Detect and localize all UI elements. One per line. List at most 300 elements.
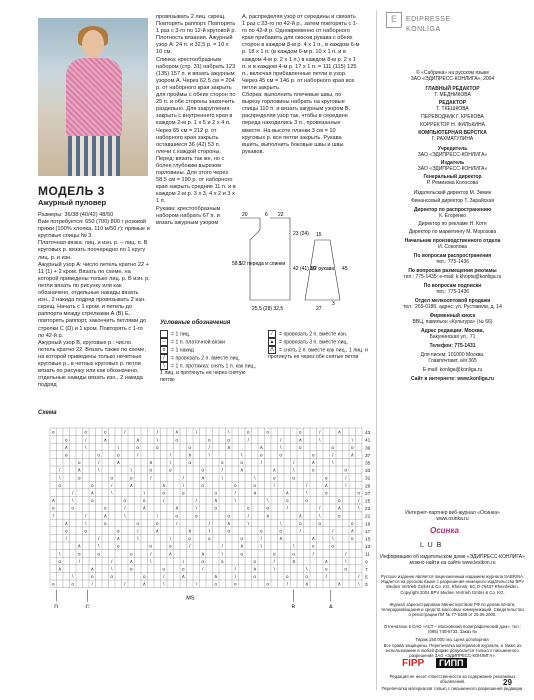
chart-stitch-symbol: ∧ <box>291 559 296 565</box>
chart-stitch-symbol: ∧ <box>77 544 82 550</box>
front-label: 1/2 переда и спинки <box>238 261 286 267</box>
chart-stitch-symbol: ∧ <box>324 483 329 489</box>
chart-stitch-symbol: \ <box>195 430 197 436</box>
chart-stitch-symbol: o <box>220 461 224 467</box>
chart-stitch-symbol: o <box>233 582 237 588</box>
chart-stitch-symbol: o <box>214 582 218 588</box>
chart-stitch-symbol: o <box>162 567 166 573</box>
chart-stitch-symbol: \ <box>59 552 61 558</box>
chart-stitch-symbol: o <box>77 476 81 482</box>
garter-symbol-icon: – <box>160 338 168 346</box>
founder-title: Учредитель <box>437 146 468 152</box>
editor-title: ГЛАВНЫЙ РЕДАКТОР <box>425 86 480 92</box>
chart-stitch-symbol: / <box>137 529 139 535</box>
address-title: Адрес редакции: Москва, <box>421 328 484 334</box>
chart-stitch-symbol: / <box>286 582 288 588</box>
chart-stitch-symbol: o <box>64 438 68 444</box>
k2tog-symbol-icon: / <box>160 354 168 362</box>
chart-stitch-symbol: / <box>319 506 321 512</box>
phone: Телефон: 775-1431 <box>429 343 476 349</box>
email: E-mail: konliga@konliga.ru <box>422 367 483 373</box>
chart-stitch-symbol: o <box>201 468 205 474</box>
k3tog-symbol-icon: ▲ <box>269 339 275 345</box>
publisher: ЗАО «ЭДИПРЕСС-КОНЛИГА» <box>417 166 488 172</box>
chart-row-number: 35 <box>365 461 371 467</box>
chart-stitch-symbol: \ <box>130 468 132 474</box>
pattern-schematic <box>230 210 370 315</box>
legend-title: Условные обозначения <box>160 320 231 326</box>
dim-6: 6 <box>265 212 268 218</box>
shop-info: ВВЦ, павильон «Культура» (№ 66) <box>412 319 493 325</box>
chart-stitch-symbol: o <box>220 559 224 565</box>
chart-stitch-symbol: / <box>176 521 178 527</box>
chart-stitch-symbol: o <box>175 514 179 520</box>
chart-stitch-symbol: / <box>221 544 223 550</box>
chart-stitch-symbol: o <box>77 552 81 558</box>
dim-45: 45 <box>342 266 348 272</box>
dim-15: 15 <box>316 232 322 238</box>
printing: Отпечатано в ОАО «АСТ – Московский полиграфический дом», тел.: (095) 748-6733. Заказ № <box>383 624 522 635</box>
gipp-logo: ГИПП <box>436 658 467 668</box>
chart-stitch-symbol: / <box>293 461 295 467</box>
chart-stitch-symbol: / <box>124 430 126 436</box>
chart-row-number: 17 <box>365 529 371 535</box>
knitting-chart-svg <box>38 418 373 608</box>
dim-27: 27 <box>316 306 322 312</box>
chart-stitch-symbol: / <box>124 506 126 512</box>
chart-stitch-symbol: o <box>298 521 302 527</box>
chart-stitch-symbol: o <box>266 582 270 588</box>
chart-stitch-symbol: ∧ <box>226 521 231 527</box>
wholesale-title: Отдел мелкооптовой продажи <box>414 298 491 304</box>
distq-phone: тел.: 775-1436 <box>435 259 470 265</box>
chart-stitch-symbol: ∧ <box>226 445 231 451</box>
p2tog-symbol-icon: ⁄ <box>268 330 276 338</box>
chart-stitch-symbol: / <box>124 582 126 588</box>
chart-stitch-symbol: o <box>305 575 309 581</box>
chart-stitch-symbol: / <box>319 430 321 436</box>
chart-stitch-symbol: ∧ <box>103 514 108 520</box>
chart-stitch-symbol: \ <box>156 514 158 520</box>
chart-stitch-symbol: ∧ <box>174 506 179 512</box>
legend-item: \ = 1 п. протяжка: снять 1 п. как лиц., 1 лиц. и протянуть ее через снятую петлю <box>160 363 257 383</box>
chart-stitch-symbol: o <box>350 521 354 527</box>
lub-logo: L U B <box>420 542 443 549</box>
chart-stitch-symbol: o <box>103 506 107 512</box>
website: Сайт в интернете: www.konliga.ru <box>411 376 494 382</box>
chart-stitch-symbol: / <box>299 529 301 535</box>
post-address: Для писем: 101000 Москва, Главпочтамт, а/я 365 <box>420 352 485 365</box>
chart-stitch-symbol: \ <box>85 521 87 527</box>
chart-stitch-symbol: \ <box>143 491 145 497</box>
chart-stitch-symbol: \ <box>98 544 100 550</box>
chart-stitch-symbol: \ <box>150 559 152 565</box>
chart-stitch-symbol: o <box>90 499 94 505</box>
chart-stitch-symbol: o <box>58 483 62 489</box>
chart-stitch-symbol: o <box>259 529 263 535</box>
schematic-svg <box>230 210 370 315</box>
chart-stitch-symbol: o <box>233 483 237 489</box>
legend-item: / = провязать 2 п. вместе лиц. <box>160 354 260 362</box>
chart-stitch-symbol: ∧ <box>103 438 108 444</box>
chart-stitch-symbol: / <box>345 476 347 482</box>
chart-stitch-symbol: o <box>51 430 55 436</box>
chart-stitch-symbol: o <box>292 476 296 482</box>
ssk-symbol-icon: \ <box>160 362 168 370</box>
subq-title: По вопросам подписки <box>423 283 482 289</box>
chart-stitch-symbol: / <box>169 453 171 459</box>
chart-stitch-symbol: o <box>71 506 75 512</box>
chart-stitch-symbol: / <box>195 499 197 505</box>
chart-stitch-symbol: o <box>259 453 263 459</box>
chart-stitch-symbol: \ <box>208 529 210 535</box>
sidebar-divider <box>376 10 377 690</box>
chart-stitch-symbol: \ <box>260 544 262 550</box>
chart-stitch-symbol: / <box>150 552 152 558</box>
dim-23: 23 (24) <box>293 231 309 237</box>
fin-director: Финансовый директор Т. Зарайская <box>410 198 495 204</box>
chart-stitch-symbol: / <box>78 559 80 565</box>
chart-stitch-symbol: \ <box>85 445 87 451</box>
page-number: 29 <box>503 678 512 687</box>
chart-stitch-symbol: o <box>168 468 172 474</box>
chart-stitch-symbol: / <box>325 575 327 581</box>
chart-row-number: 37 <box>365 453 371 459</box>
chart-stitch-symbol: \ <box>293 544 295 550</box>
chart-stitch-symbol: o <box>64 529 68 535</box>
osinka-logo: Осинка <box>430 526 459 535</box>
chart-stitch-symbol: o <box>142 499 146 505</box>
chart-stitch-symbol: \ <box>306 491 308 497</box>
chart-stitch-symbol: \ <box>111 491 113 497</box>
chart-stitch-symbol: / <box>280 438 282 444</box>
instructions-col3: А, распределяя узор от середины и связать 1 раз с 23-го по 42-й р., затем повторять с 1-го по 42-й р. Одновременно от наборного края прибавить для скосов рукава с обеих сторон в каждом 8-м р. 4 х 1 п., в каждом 6-м р. 18 х 1 п. (в каждом 6-м р. 10 х 1 п. и в каждом 4-м р. 2 х 1 п.) в каждом 8-м р. 2 х 1 п. и в каждом 4-м р. 17 х 1 п. = 111 (115) 125 п., включая прибавленные петли в узор. Через 45 см = 146 р. от наборного края все петли закрыть. Сборка: выполнить плечевые швы, по вырезу горловины набрать на круговые спицы 110 п. и вязать ажурным узором В, распределяя узор так, чтобы в середине переда находились 3 п., провязанные вместе. На высоте планки 3 см = 10 круговых р. все петли закрыть. Рукава вшить, выполнить боковые швы и швы рукавов. <box>242 14 360 155</box>
chart-stitch-symbol: ∧ <box>161 483 166 489</box>
chart-stitch-symbol: / <box>85 438 87 444</box>
chart-stitch-symbol: \ <box>182 559 184 565</box>
chart-stitch-symbol: \ <box>234 575 236 581</box>
dim-42: 42 (41) 39 <box>293 266 316 272</box>
chart-stitch-symbol: o <box>188 461 192 467</box>
chart-stitch-symbol: / <box>163 499 165 505</box>
chart-arrow-label: A <box>328 604 333 608</box>
chart-stitch-symbol: o <box>51 582 55 588</box>
chart-stitch-symbol: ∧ <box>57 567 62 573</box>
copyright: © «Сабрина» на русском языке ЗАО «ЭДИПРЕСС-КОНЛИГА», 2004 <box>410 70 495 83</box>
chart-stitch-symbol: o <box>279 529 283 535</box>
chart-stitch-symbol: ∧ <box>252 567 257 573</box>
legend-col1 <box>160 330 260 383</box>
chart-stitch-symbol: ∧ <box>311 461 316 467</box>
chart-stitch-symbol: \ <box>182 483 184 489</box>
mkt-director: Директор по маркетингу М. Морозова <box>408 229 497 235</box>
chart-stitch-symbol: / <box>221 468 223 474</box>
chart-stitch-symbol: ∧ <box>90 567 95 573</box>
chart-stitch-symbol: \ <box>156 438 158 444</box>
chart-stitch-symbol: \ <box>332 461 334 467</box>
chart-stitch-symbol: ∧ <box>259 445 264 451</box>
chart-stitch-symbol: / <box>260 461 262 467</box>
knitting-chart <box>38 418 373 608</box>
chart-stitch-symbol: / <box>247 514 249 520</box>
chart-stitch-symbol: / <box>358 499 360 505</box>
chart-stitch-symbol: o <box>90 483 94 489</box>
chart-stitch-symbol: ∧ <box>187 529 192 535</box>
tirage: Тираж 150 000 экз. Цена договорная. <box>415 637 490 642</box>
chart-stitch-symbol: o <box>84 430 88 436</box>
chart-stitch-symbol: o <box>285 499 289 505</box>
fipp-logo: FIPP <box>402 658 425 669</box>
dist-title: Директор по распространению <box>413 207 492 213</box>
chart-stitch-symbol: / <box>306 483 308 489</box>
chart-stitch-symbol: o <box>272 476 276 482</box>
chart-stitch-symbol: o <box>168 544 172 550</box>
chart-stitch-symbol: o <box>214 491 218 497</box>
dim-22: 22 <box>278 212 284 218</box>
photo-sweater <box>66 58 122 138</box>
chart-stitch-symbol: o <box>64 453 68 459</box>
chart-stitch-symbol: o <box>84 529 88 535</box>
chart-stitch-symbol: / <box>345 552 347 558</box>
chart-row-number: 19 <box>365 522 371 528</box>
adq-contact: тел.: 775-1435; e-mail: k.khopta@konliga.ru <box>403 274 502 280</box>
adq-title: По вопросам размещения рекламы <box>408 268 497 274</box>
chart-stitch-symbol: \ <box>137 537 139 543</box>
front-outline <box>240 218 290 300</box>
chart-stitch-symbol: \ <box>241 453 243 459</box>
legend-item: o = 1 накид <box>160 346 260 354</box>
legend-item: – = 1 п. платочной вязки <box>160 338 260 346</box>
legend-item: = 1 лиц. <box>160 330 260 338</box>
chart-stitch-symbol: o <box>149 544 153 550</box>
chart-stitch-symbol: \ <box>117 445 119 451</box>
ad-director: Директор по рекламе Н. Котя <box>418 221 487 227</box>
chart-stitch-symbol: o <box>337 514 341 520</box>
chart-stitch-symbol: ∧ <box>298 438 303 444</box>
chart-stitch-symbol: ∧ <box>239 468 244 474</box>
chart-stitch-symbol: ∧ <box>90 491 95 497</box>
chart-stitch-symbol: \ <box>221 476 223 482</box>
chart-stitch-symbol: \ <box>345 483 347 489</box>
chart-row-number: 23 <box>365 507 371 513</box>
chart-stitch-symbol: \ <box>169 537 171 543</box>
chart-ms-label: MS <box>186 595 195 602</box>
ads-responsibility: Редакция не несет ответственности за содержание рекламных объявлений. <box>389 674 516 685</box>
chart-stitch-symbol: o <box>350 445 354 451</box>
chart-stitch-symbol: ∧ <box>116 461 121 467</box>
chart-row-number: 39 <box>365 446 371 452</box>
chart-stitch-symbol: ∧ <box>298 514 303 520</box>
photo-skirt <box>68 136 120 176</box>
chart-stitch-symbol: ∧ <box>135 438 140 444</box>
chart-stitch-symbol: ∧ <box>239 544 244 550</box>
chart-stitch-symbol: ∧ <box>129 559 134 565</box>
chart-stitch-symbol: o <box>188 537 192 543</box>
chart-stitch-symbol: o <box>331 544 335 550</box>
chart-stitch-symbol: / <box>98 537 100 543</box>
redactor-title: РЕДАКТОР <box>438 100 467 106</box>
chart-stitch-symbol: / <box>52 514 54 520</box>
prod-name: И. Соколова <box>438 244 467 250</box>
chart-stitch-symbol: ∧ <box>265 514 270 520</box>
photo-head <box>82 30 104 58</box>
dim-58: 58,5 <box>232 261 242 267</box>
chart-stitch-symbol: \ <box>163 582 165 588</box>
republish-notice: Перепечатка материалов только с письменного разрешения редакции. <box>381 686 524 691</box>
chart-stitch-symbol: \ <box>234 499 236 505</box>
chart-stitch-symbol: o <box>298 430 302 436</box>
model-photo <box>38 18 148 176</box>
chart-stitch-symbol: ∧ <box>116 537 121 543</box>
chart-stitch-symbol: o <box>324 491 328 497</box>
legend-item: Λ = снять 2 п. вместе как лиц., 1 лиц. и протянуть ее через обе снятые петли <box>268 347 368 360</box>
chart-row-number: 9 <box>365 560 368 566</box>
web-partner: Интернет-партнер веб-журнал «Осинка» www.osinka.ru <box>405 510 500 523</box>
chart-stitch-symbol: / <box>182 476 184 482</box>
chart-stitch-symbol: o <box>136 445 140 451</box>
chart-label: Схема <box>38 410 57 416</box>
chart-stitch-symbol: o <box>110 575 114 581</box>
legend-item: ⁄ = провязать 2 п. вместе изн. <box>268 330 368 338</box>
chart-stitch-symbol: \ <box>319 438 321 444</box>
chart-stitch-symbol: ∧ <box>64 445 69 451</box>
dim-25: 25,5 (28) 32,5 <box>252 306 284 312</box>
chart-row-number: 41 <box>365 438 371 444</box>
dist-name: К. Егоренко <box>439 213 466 219</box>
knit-symbol-icon <box>160 330 168 338</box>
legend-col2 <box>268 330 368 361</box>
chart-stitch-symbol: o <box>155 445 159 451</box>
distq-title: По вопросам распространения <box>413 253 492 259</box>
chart-stitch-symbol: o <box>201 483 205 489</box>
chart-stitch-symbol: / <box>189 544 191 550</box>
subq-phone: тел.: 775-1436 <box>435 289 470 295</box>
chart-stitch-symbol: / <box>150 476 152 482</box>
chart-stitch-symbol: ∧ <box>64 521 69 527</box>
address: Бакунинская ул., 71 <box>429 334 476 340</box>
chart-stitch-symbol: o <box>207 537 211 543</box>
chart-stitch-symbol: o <box>97 552 101 558</box>
pub-director: Издательский директор М. Земин <box>413 190 492 196</box>
dim-3: 3 <box>332 301 335 307</box>
gd-name: Р. Ремизова Колосова <box>426 180 479 186</box>
chart-stitch-symbol: o <box>337 499 341 505</box>
chart-stitch-symbol: o <box>188 445 192 451</box>
chart-stitch-symbol: o <box>175 438 179 444</box>
chart-stitch-symbol: \ <box>351 438 353 444</box>
chart-stitch-symbol: o <box>181 567 185 573</box>
chart-row-number: 29 <box>365 484 371 490</box>
chart-stitch-symbol: ∧ <box>174 430 179 436</box>
chart-stitch-symbol: o <box>311 453 315 459</box>
chart-stitch-symbol: o <box>116 544 120 550</box>
registration: Журнал зарегистрирован Министерством РФ по делам печати, телерадиовещания и средств массовых коммуникаций. Свидетельство о регистрации ПИ № 77-5489 от 29.09.2000. <box>381 602 524 618</box>
logo-line2: KONLIGA <box>406 26 441 33</box>
layout-name: Г. РАХМАТУЛИНА <box>431 136 474 142</box>
chart-stitch-symbol: \ <box>345 559 347 565</box>
chart-stitch-symbol: ∧ <box>285 491 290 497</box>
chart-stitch-symbol: o <box>253 575 257 581</box>
chart-stitch-symbol: ∧ <box>168 552 173 558</box>
chart-stitch-symbol: o <box>246 506 250 512</box>
chart-stitch-symbol: ∧ <box>337 506 342 512</box>
chart-stitch-symbol: / <box>208 445 210 451</box>
imprint-sidebar <box>380 10 525 695</box>
chart-stitch-symbol: o <box>350 537 354 543</box>
chart-stitch-symbol: o <box>253 559 257 565</box>
chart-stitch-symbol: o <box>103 430 107 436</box>
chart-stitch-symbol: o <box>214 506 218 512</box>
sleeve-label: 1/2 рукава <box>309 266 335 272</box>
chart-stitch-symbol: o <box>292 552 296 558</box>
chart-stitch-symbol: ∧ <box>350 529 355 535</box>
chart-stitch-symbol: o <box>142 575 146 581</box>
chart-stitch-symbol: o <box>324 476 328 482</box>
chart-stitch-symbol: o <box>318 521 322 527</box>
chart-stitch-symbol: \ <box>280 521 282 527</box>
chart-stitch-symbol: o <box>97 453 101 459</box>
chart-stitch-symbol: / <box>111 559 113 565</box>
chart-stitch-symbol: \ <box>273 567 275 573</box>
chart-stitch-symbol: ∧ <box>213 575 218 581</box>
chart-row-number: 15 <box>365 537 371 543</box>
publisher-title: Издатель <box>440 160 465 166</box>
chart-stitch-symbol: o <box>311 468 315 474</box>
chart-stitch-symbol: o <box>324 567 328 573</box>
chart-stitch-symbol: o <box>58 559 62 565</box>
chart-row-number: 25 <box>365 499 371 505</box>
chart-row-number: 13 <box>365 545 371 551</box>
chart-stitch-symbol: o <box>298 445 302 451</box>
chart-stitch-symbol: o <box>305 499 309 505</box>
chart-stitch-symbol: o <box>207 438 211 444</box>
chart-stitch-symbol: / <box>234 491 236 497</box>
chart-stitch-symbol: / <box>260 537 262 543</box>
chart-stitch-symbol: / <box>65 537 67 543</box>
chart-stitch-symbol: \ <box>221 552 223 558</box>
chart-stitch-symbol: / <box>312 552 314 558</box>
chart-stitch-symbol: o <box>240 461 244 467</box>
chart-arrow-label: D <box>54 604 59 608</box>
chart-stitch-symbol: o <box>331 445 335 451</box>
chart-stitch-symbol: o <box>51 506 55 512</box>
chart-stitch-symbol: o <box>344 567 348 573</box>
chart-stitch-symbol: o <box>272 552 276 558</box>
wholesale-info: тел.: 269-0186, адрес: ул. Руставели, д. 14 <box>403 304 502 310</box>
chart-stitch-symbol: ∧ <box>148 461 153 467</box>
chart-row-number: 11 <box>365 552 370 558</box>
chart-stitch-symbol: \ <box>319 514 321 520</box>
chart-row-number: 5 <box>365 575 368 581</box>
chart-stitch-symbol: ∧ <box>278 537 283 543</box>
chart-stitch-symbol: / <box>156 430 158 436</box>
chart-stitch-symbol: ∧ <box>337 430 342 436</box>
legend-item: ▲ = провязать 3 п. вместе лиц. <box>269 339 348 346</box>
founder: ЗАО «ЭДИПРЕСС-КОНЛИГА» <box>417 152 488 158</box>
chart-stitch-symbol: o <box>253 483 257 489</box>
chart-stitch-symbol: / <box>332 529 334 535</box>
chart-stitch-symbol: / <box>98 461 100 467</box>
chart-stitch-symbol: o <box>285 575 289 581</box>
layout-title: КОМПЬЮТЕРНАЯ ВЕРСТКА <box>418 130 487 136</box>
chart-stitch-symbol: / <box>332 453 334 459</box>
chart-stitch-symbol: o <box>266 430 270 436</box>
chart-stitch-symbol: o <box>266 506 270 512</box>
chart-stitch-symbol: ∧ <box>337 582 342 588</box>
chart-stitch-symbol: ∧ <box>324 559 329 565</box>
chart-row-number: 21 <box>365 514 371 520</box>
chart-stitch-symbol: \ <box>306 567 308 573</box>
